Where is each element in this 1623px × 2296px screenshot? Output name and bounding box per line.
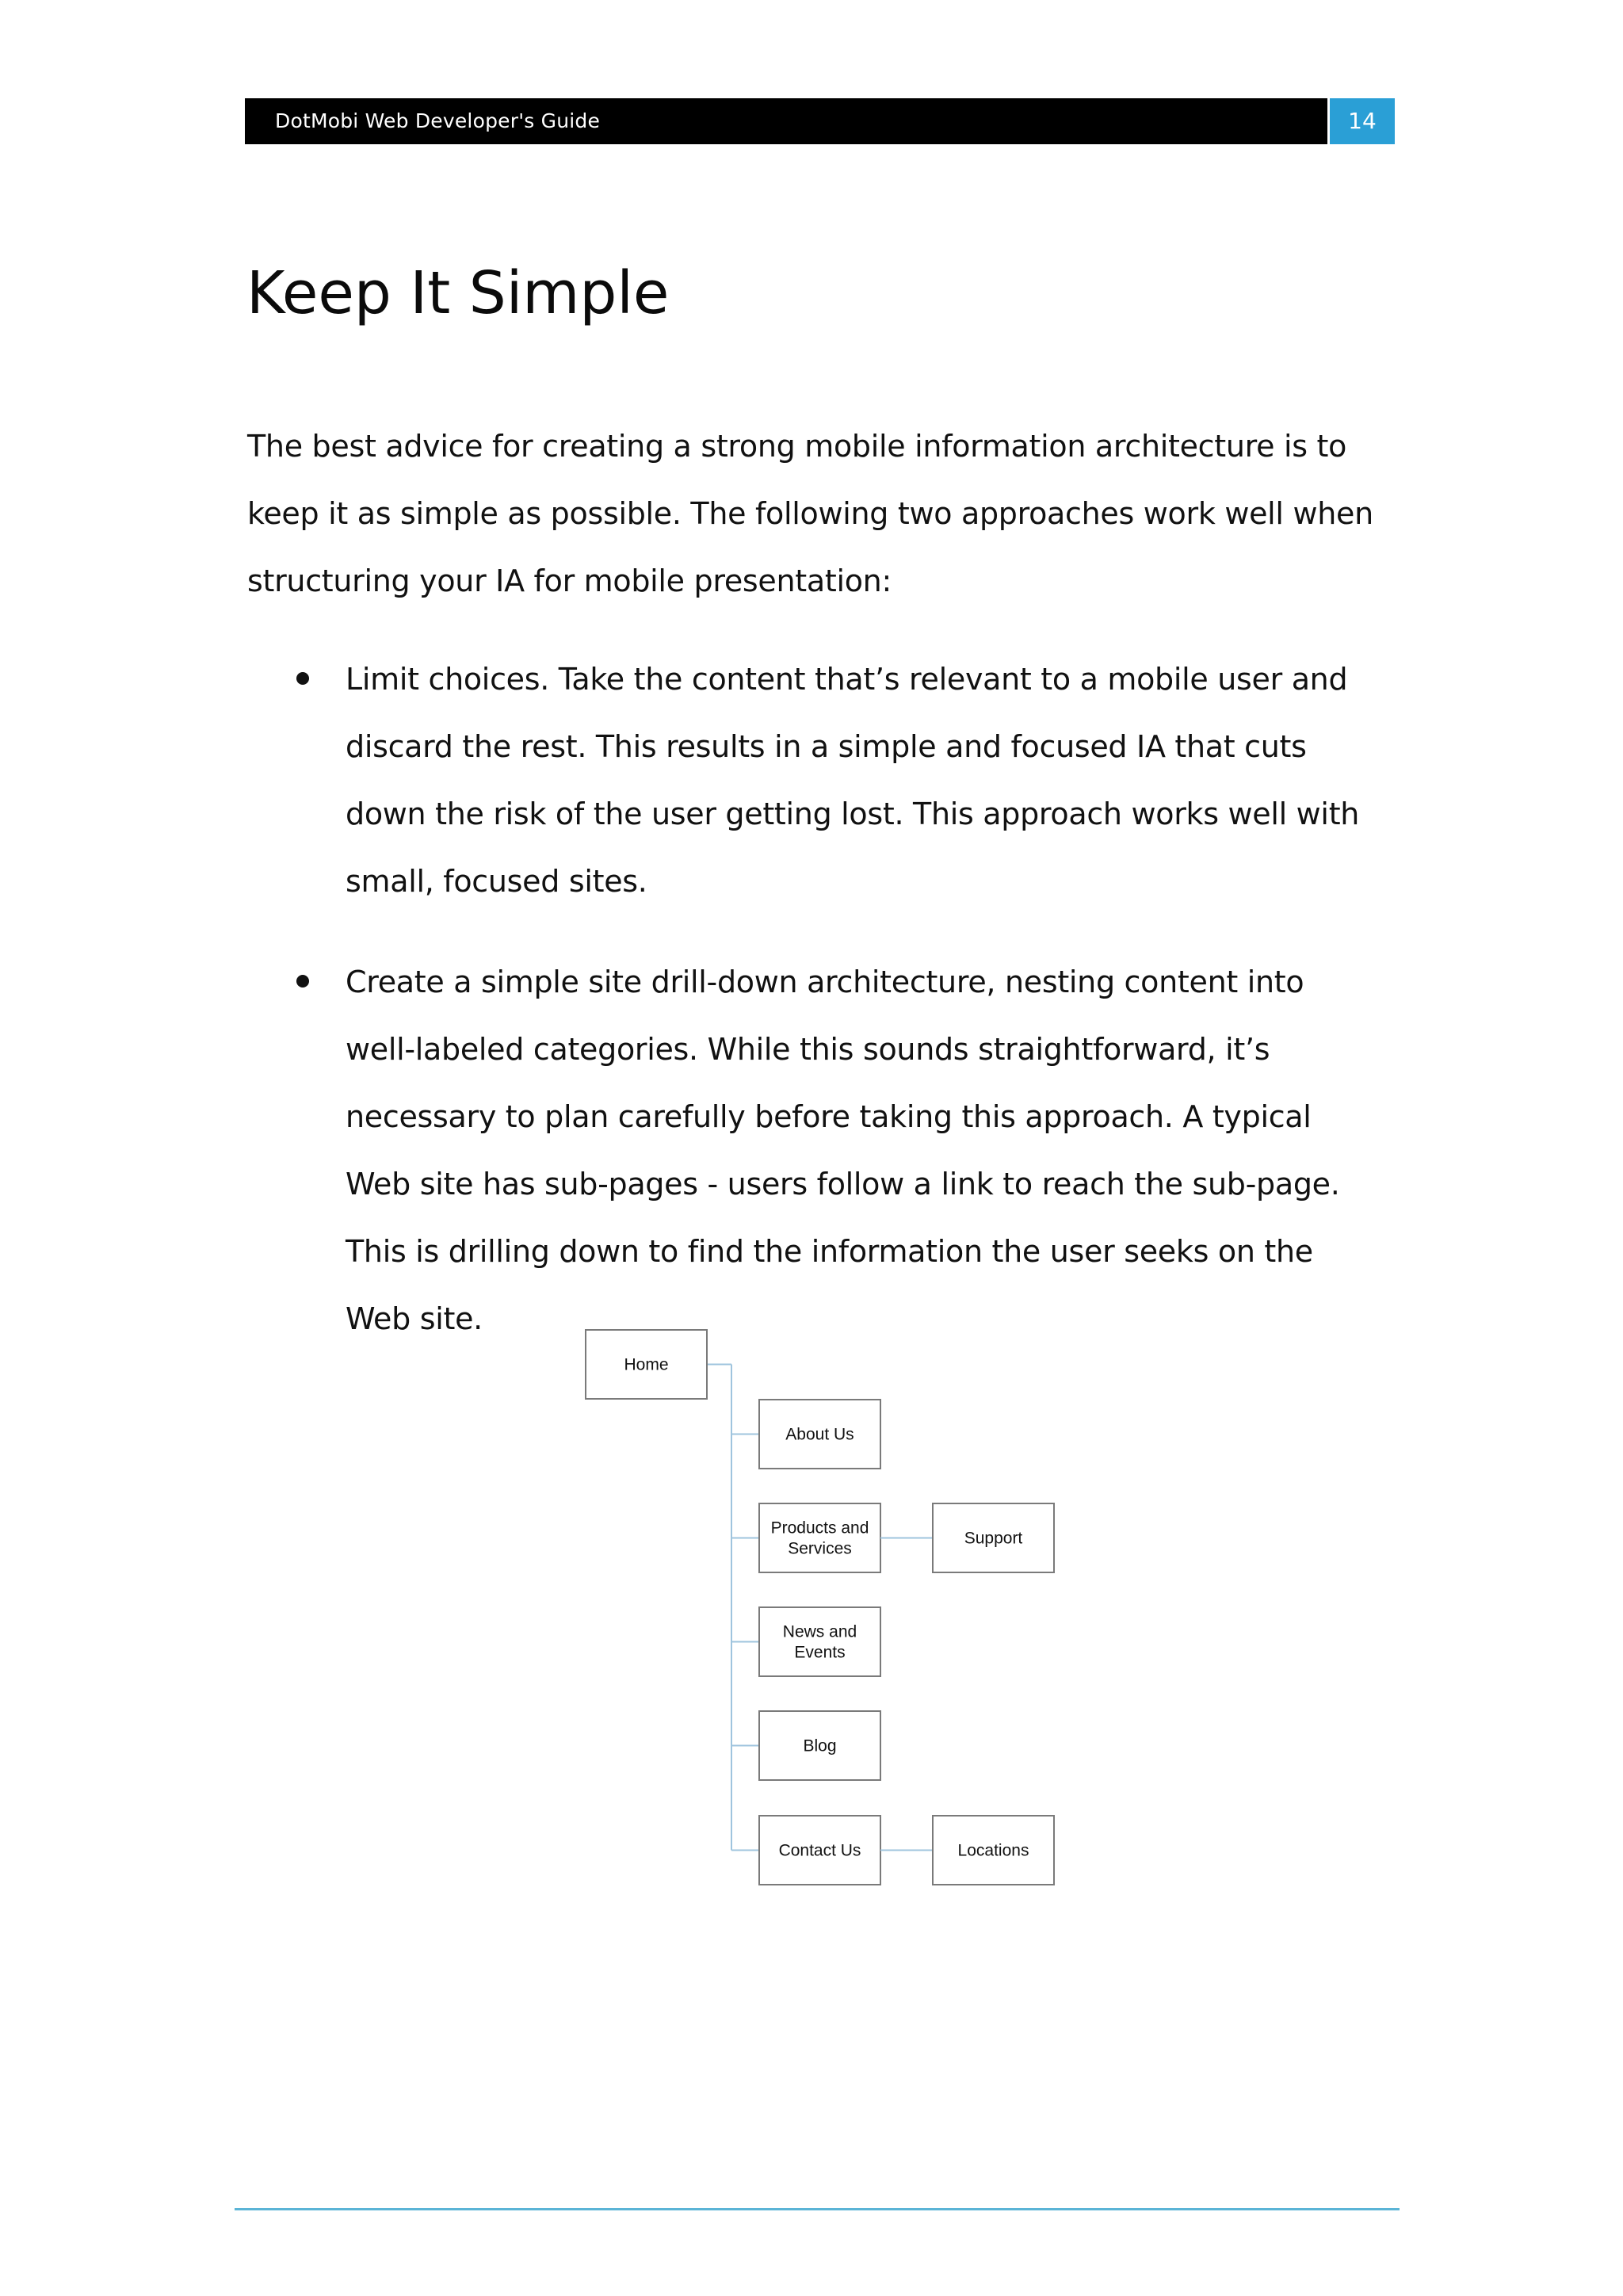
tree-node-contact-us-label: Contact Us xyxy=(778,1841,861,1860)
tree-node-products-and-services-label: Products and Services xyxy=(770,1519,869,1558)
tree-node-news-and-events-label: News and Events xyxy=(782,1622,857,1662)
bullet-item-limit-choices: Limit choices. Take the content that’s relevant to a mobile user and discard the rest. This results in a simple and focused IA that cuts down the risk of the user getting lost. This approach works well with small, focused sites. xyxy=(346,662,1360,899)
page-number: 14 xyxy=(1330,98,1395,144)
tree-node-home-label: Home xyxy=(624,1355,669,1374)
footer-rule xyxy=(235,2208,1400,2210)
tree-node-blog-label: Blog xyxy=(803,1736,837,1755)
tree-node-support-label: Support xyxy=(964,1529,1023,1548)
page-heading: Keep It Simple xyxy=(246,259,670,327)
intro-paragraph: The best advice for creating a strong mobile information architecture is to keep it as simple as possible. The following two approaches work well when structuring your IA for mobile presentation: xyxy=(247,429,1373,598)
tree-node-products-and-services-box xyxy=(759,1503,880,1572)
tree-node-news-and-events-box xyxy=(759,1607,880,1676)
tree-node-about-us-label: About Us xyxy=(785,1425,854,1444)
header-title: DotMobi Web Developer's Guide xyxy=(275,109,601,132)
bullet-item-drill-down: Create a simple site drill-down architecture, nesting content into well-labeled categories. While this sounds straightforward, it’s necessary to plan carefully before taking this approach. A typical Web site has sub-pages - users follow a link to reach the sub-page. This is drilling down to find the information the user seeks on the Web site. xyxy=(346,965,1340,1336)
tree-node-locations-label: Locations xyxy=(957,1841,1029,1860)
